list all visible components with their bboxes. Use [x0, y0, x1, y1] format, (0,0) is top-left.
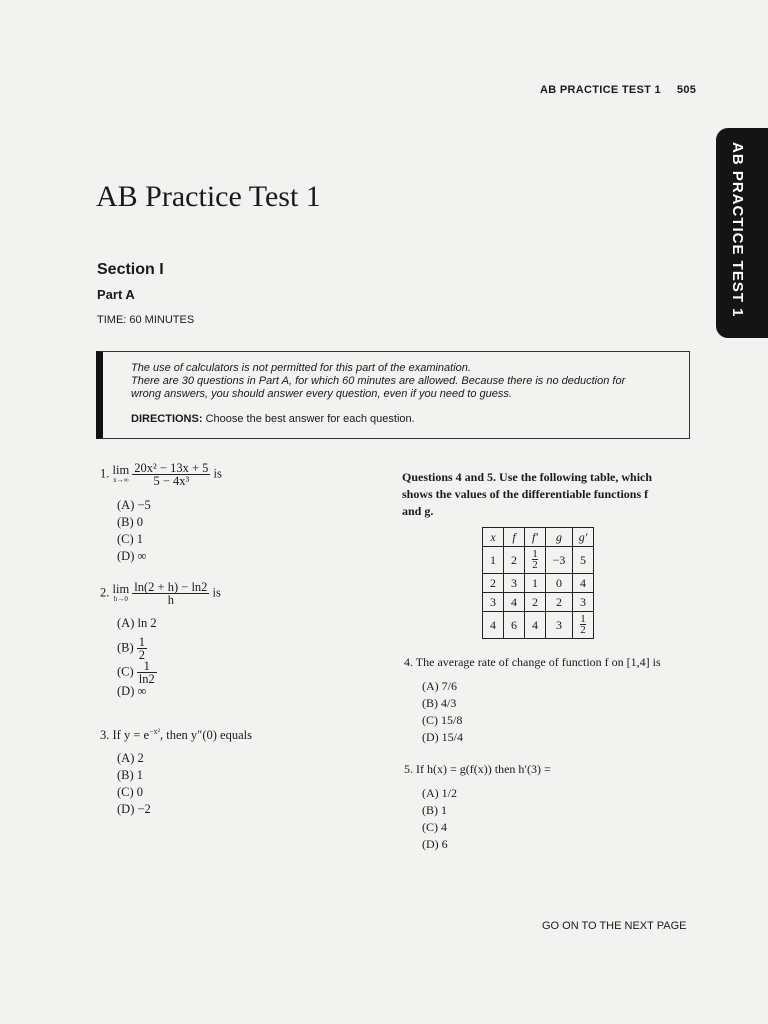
fraction-numerator: 1 [580, 612, 586, 625]
page-title: AB Practice Test 1 [96, 180, 321, 213]
answer-choice[interactable]: (D) ∞ [117, 549, 147, 563]
choice-fraction [137, 636, 147, 661]
table-cell: 3 [546, 612, 573, 639]
table-intro-line: Questions 4 and 5. Use the following table, which [402, 470, 653, 484]
fraction-denominator: 2 [138, 648, 146, 662]
table-row [483, 547, 594, 574]
question-number: 2. [100, 585, 110, 600]
table-cell [525, 547, 546, 574]
table-cell: 2 [504, 547, 525, 574]
limit-operator [112, 581, 130, 604]
fraction-numerator: 1 [532, 547, 538, 560]
answer-choice[interactable]: (D) 6 [422, 837, 448, 851]
answer-choice[interactable]: (B) 1 [117, 768, 144, 782]
fraction-numerator: 1 [137, 660, 157, 673]
choice-fraction [137, 660, 157, 685]
answer-choice[interactable]: (B) 0 [117, 515, 144, 529]
lim-text: lim [112, 581, 130, 596]
limit-operator [112, 462, 130, 485]
question-number: 1. [100, 466, 110, 481]
fraction-numerator: 1 [138, 635, 146, 649]
table-row [483, 612, 594, 639]
choice-label: (B) [117, 640, 134, 655]
answer-choice[interactable] [117, 636, 157, 660]
table-cell: 4 [483, 612, 504, 639]
answer-choice[interactable]: (B) 4/3 [422, 696, 457, 710]
values-table [482, 527, 594, 639]
time-limit: TIME: 60 MINUTES [97, 314, 195, 326]
answer-choice[interactable]: (C) 15/8 [422, 713, 463, 727]
exponent: −x² [149, 727, 160, 736]
answer-choice[interactable]: (C) 0 [117, 785, 144, 799]
table-cell: 2 [546, 593, 573, 612]
table-header-cell: g [546, 528, 573, 547]
table-cell: 3 [573, 593, 594, 612]
table-cell: 4 [525, 612, 546, 639]
question-2 [100, 581, 221, 606]
running-title: AB PRACTICE TEST 1 [540, 84, 661, 96]
instructions-text [131, 362, 625, 401]
table-intro-line: and g. [402, 504, 434, 518]
answer-choice[interactable]: (A) 2 [117, 751, 144, 765]
section-heading: Section I [97, 261, 164, 278]
table-header-cell: x [483, 528, 504, 547]
table-cell: 4 [504, 593, 525, 612]
answer-choice[interactable]: (D) −2 [117, 802, 151, 816]
question-suffix: is [212, 585, 221, 600]
page-number: 505 [676, 84, 697, 96]
question-text: 3. If y = e [100, 728, 150, 743]
side-tab-label: AB PRACTICE TEST 1 [729, 142, 746, 318]
answer-choice[interactable] [117, 660, 157, 684]
answer-choice[interactable]: (B) 1 [422, 803, 447, 817]
table-cell: 4 [573, 574, 594, 593]
answer-choice[interactable]: (A) ln 2 [117, 616, 157, 630]
directions-label: DIRECTIONS: [131, 413, 203, 425]
table-cell: −3 [546, 547, 573, 574]
answer-choice[interactable]: (D) ∞ [117, 684, 147, 698]
instruction-line: The use of calculators is not permitted for this part of the examination. [131, 362, 471, 374]
question-5-choices [422, 785, 457, 853]
answer-choice[interactable]: (D) 15/4 [422, 730, 463, 744]
question-3 [100, 727, 252, 743]
question-suffix: is [213, 466, 222, 481]
table-cell [573, 612, 594, 639]
instruction-line: There are 30 questions in Part A, for which 60 minutes are allowed. Because there is no deduction for [131, 375, 626, 387]
lim-subscript: h→0 [113, 594, 128, 603]
table-header-row [483, 528, 594, 547]
table-cell: 0 [546, 574, 573, 593]
question-4-choices [422, 678, 463, 746]
directions-text: Choose the best answer for each question. [205, 413, 415, 425]
instructions-box [96, 351, 690, 439]
fraction-denominator: 5 − 4x³ [153, 474, 190, 488]
instruction-line: wrong answers, you should answer every question, even if you need to guess. [131, 388, 512, 400]
fraction-numerator: ln(2 + h) − ln2 [134, 580, 208, 594]
fraction-numerator: 20x² − 13x + 5 [134, 461, 209, 475]
answer-choice[interactable]: (A) −5 [117, 498, 151, 512]
question-text-rest: , then y″(0) equals [159, 728, 252, 743]
question-2-choices [117, 616, 157, 699]
cell-fraction [580, 614, 586, 635]
running-head [540, 84, 696, 96]
table-intro-line: shows the values of the differentiable functions f [402, 487, 649, 501]
table-cell: 2 [483, 574, 504, 593]
table-header-cell: f′ [525, 528, 546, 547]
table-cell: 2 [525, 593, 546, 612]
table-cell: 1 [483, 547, 504, 574]
fraction-denominator: 2 [532, 558, 538, 571]
question-5: 5. If h(x) = g(f(x)) then h′(3) = [404, 762, 551, 776]
fraction-denominator: ln2 [138, 672, 155, 686]
question-3-choices [117, 750, 151, 818]
table-cell: 6 [504, 612, 525, 639]
table-header-cell: g′ [573, 528, 594, 547]
directions [131, 413, 415, 425]
fraction-denominator: h [167, 593, 174, 607]
answer-choice[interactable]: (A) 1/2 [422, 786, 457, 800]
limit-fraction [132, 462, 210, 487]
question-1-choices [117, 497, 151, 565]
table-header-cell: f [504, 528, 525, 547]
choice-label: (C) [117, 664, 134, 679]
side-tab [716, 128, 768, 338]
table-cell: 5 [573, 547, 594, 574]
answer-choice[interactable]: (C) 4 [422, 820, 447, 834]
table-cell: 3 [504, 574, 525, 593]
table-intro [402, 469, 652, 520]
cell-fraction [532, 549, 538, 570]
fraction-denominator: 2 [580, 623, 586, 636]
part-heading: Part A [97, 287, 135, 302]
next-page-notice: GO ON TO THE NEXT PAGE [542, 920, 687, 932]
table-row [483, 593, 594, 612]
lim-text: lim [112, 462, 130, 477]
table-row [483, 574, 594, 593]
answer-choice[interactable]: (C) 1 [117, 532, 144, 546]
question-4: 4. The average rate of change of function f on [1,4] is [404, 655, 661, 669]
limit-fraction [132, 581, 209, 606]
table-cell: 1 [525, 574, 546, 593]
table-cell: 3 [483, 593, 504, 612]
question-1 [100, 462, 222, 487]
lim-subscript: x→∞ [113, 475, 129, 484]
answer-choice[interactable]: (A) 7/6 [422, 679, 457, 693]
function-table [482, 527, 594, 639]
